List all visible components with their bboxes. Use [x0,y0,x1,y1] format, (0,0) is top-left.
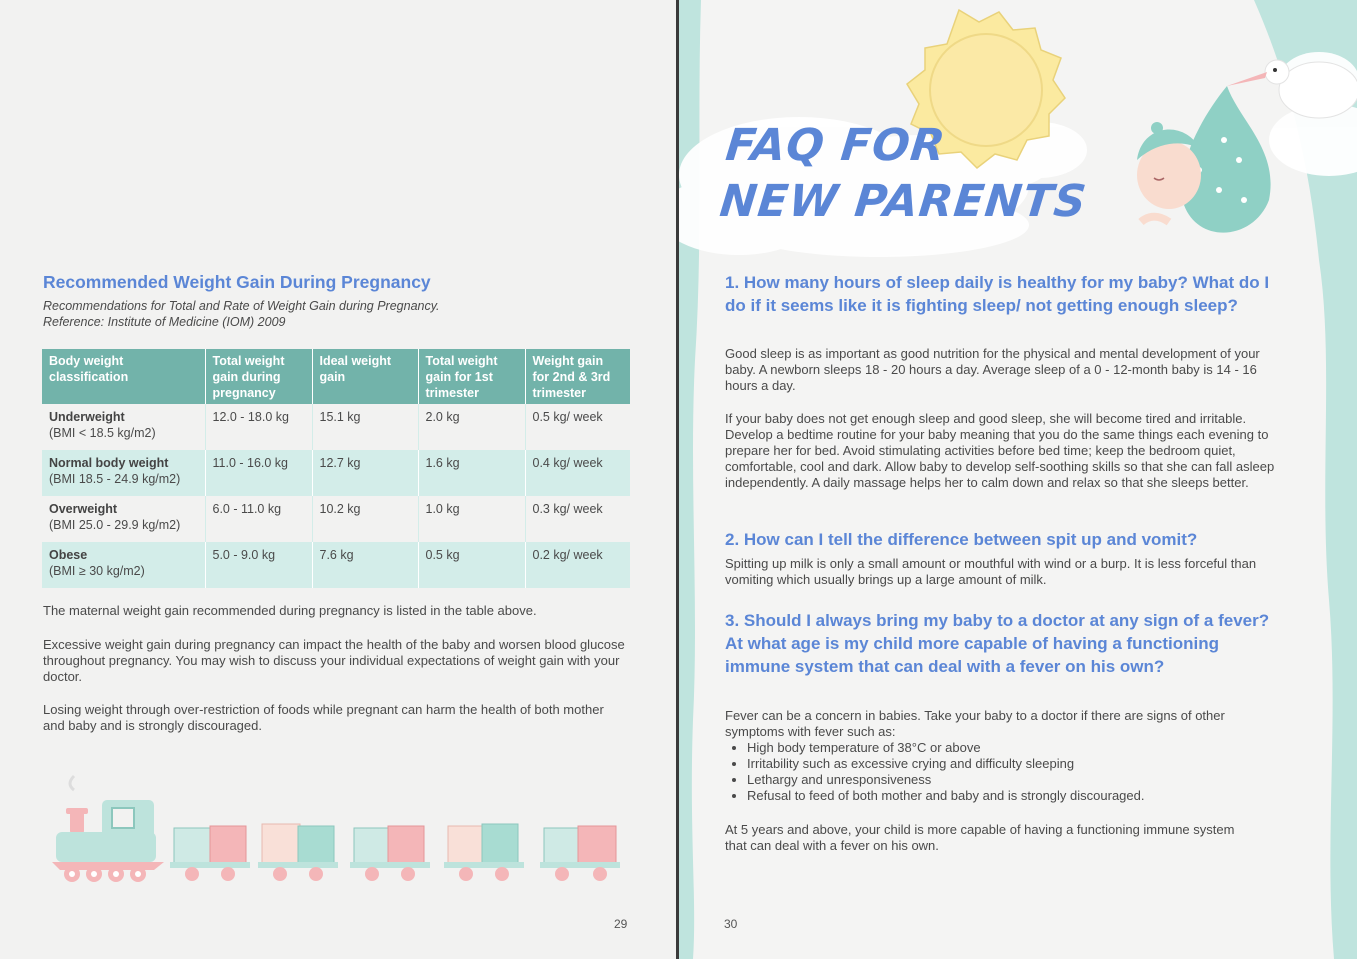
rate-cell: 0.4 kg/ week [525,450,630,496]
bmi-range: (BMI ≥ 30 kg/m2) [49,564,145,578]
classification-name: Obese [49,548,88,562]
total-gain-cell: 12.0 - 18.0 kg [205,404,312,450]
col-header-total-gain: Total weight gain during pregnancy [205,349,312,404]
table-row [42,450,630,496]
subtitle-line: Recommendations for Total and Rate of Weight Gain during Pregnancy. [43,299,440,313]
section-subtitle [43,298,440,330]
faq-heading [717,118,1095,230]
faq-question-3: 3. Should I always bring my baby to a doctor at any sign of a fever? At what age is my child more capable of having a functioning immune system that can deal with a fever on his own? [725,611,1270,676]
section-title: Recommended Weight Gain During Pregnancy [43,272,431,292]
page-number: 30 [724,917,738,931]
paragraph-excessive-gain: Excessive weight gain during pregnancy can impact the health of the baby and worsen blood glucose throughout pregnancy. You may wish to discuss your individual expectations of weight gain with your doctor. [43,637,625,684]
total-gain-cell: 11.0 - 16.0 kg [205,450,312,496]
classification-name: Underweight [49,410,125,424]
right-page [679,0,1357,959]
first-trimester-cell: 0.5 kg [418,542,525,588]
faq-question-1: 1. How many hours of sleep daily is healthy for my baby? What do I do if it seems like it is fighting sleep/ not getting enough sleep? [725,273,1270,315]
ideal-gain-cell: 7.6 kg [312,542,418,588]
table-row [42,542,630,588]
faq-heading-line2: NEW PARENTS [717,176,1090,227]
col-header-ideal-gain: Ideal weight gain [312,349,418,404]
classification-cell [42,404,205,450]
table-row [42,496,630,542]
classification-name: Normal body weight [49,456,169,470]
train-wagon-icon [540,826,620,881]
bmi-range: (BMI 18.5 - 24.9 kg/m2) [49,472,181,486]
weight-gain-table [42,349,630,588]
faq-heading-line1: FAQ FOR [723,120,949,171]
classification-cell [42,496,205,542]
faq-answer-1-para2: If your baby does not get enough sleep and good sleep, she will become tired and irritable. Develop a bedtime routine for your baby meaning that you do the same things each evening to prepare her for bed. Avoid stimulating activities before bed time; keep the bedroom quiet, comfortable, cool and dark. Allow baby to develop self-soothing skills so that she can fall asleep independently. A daily massage helps her to calm down and relax so that she sleeps better. [725,411,1275,490]
train-wagon-icon [170,826,250,881]
left-page [0,0,676,959]
col-header-classification: Body weight classification [42,349,205,404]
col-header-first-trimester: Total weight gain for 1st trimester [418,349,525,404]
toy-train-illustration [44,770,634,890]
list-item: • Refusal to feed of both mother and baby and is strongly discouraged. [747,788,1285,804]
col-header-later-trimesters: Weight gain for 2nd & 3rd trimester [525,349,630,404]
bmi-range: (BMI 25.0 - 29.9 kg/m2) [49,518,181,532]
first-trimester-cell: 1.6 kg [418,450,525,496]
faq-answer-3-outro: At 5 years and above, your child is more capable of having a functioning immune system that can deal with a fever on his own. [725,822,1235,853]
baby-bundle-icon [1137,86,1271,233]
ideal-gain-cell: 10.2 kg [312,496,418,542]
classification-cell [42,450,205,496]
symptom-list [725,740,1285,804]
faq-answer-2: Spitting up milk is only a small amount or mouthful with wind or a burp. It is less forceful than vomiting which usually brings up a large amount of milk. [725,556,1257,587]
subtitle-reference: Reference: Institute of Medicine (IOM) 2009 [43,315,286,329]
faq-answer-1-para1: Good sleep is as important as good nutrition for the physical and mental development of your baby. A newborn sleeps 18 - 20 hours a day. Average sleep of a 0 - 12-month baby is 14 - 16 hours a day. [725,346,1260,393]
train-wagon-icon [350,826,430,881]
list-item: • Irritability such as excessive crying and difficulty sleeping [747,756,1285,772]
ideal-gain-cell: 12.7 kg [312,450,418,496]
table-row [42,404,630,450]
list-item: • Lethargy and unresponsiveness [747,772,1285,788]
rate-cell: 0.5 kg/ week [525,404,630,450]
table-header-row [42,349,630,404]
rate-cell: 0.3 kg/ week [525,496,630,542]
page-number: 29 [614,917,628,931]
total-gain-cell: 6.0 - 11.0 kg [205,496,312,542]
locomotive-icon [52,776,164,882]
classification-cell [42,542,205,588]
list-item: • High body temperature of 38°C or above [747,740,1285,756]
rate-cell: 0.2 kg/ week [525,542,630,588]
faq-answer-3-intro: Fever can be a concern in babies. Take your baby to a doctor if there are signs of other symptoms with fever such as: [725,708,1225,739]
first-trimester-cell: 2.0 kg [418,404,525,450]
paragraph-weight-loss: Losing weight through over-restriction of foods while pregnant can harm the health of both mother and baby and is strongly discouraged. [43,702,604,733]
faq-answer-3 [725,708,1285,804]
bmi-range: (BMI < 18.5 kg/m2) [49,426,156,440]
paragraph-intro: The maternal weight gain recommended during pregnancy is listed in the table above. [43,603,537,618]
train-wagon-icon [444,824,524,881]
faq-question-2: 2. How can I tell the difference between spit up and vomit? [725,530,1198,549]
total-gain-cell: 5.0 - 9.0 kg [205,542,312,588]
first-trimester-cell: 1.0 kg [418,496,525,542]
train-wagon-icon [258,824,338,881]
ideal-gain-cell: 15.1 kg [312,404,418,450]
classification-name: Overweight [49,502,118,516]
